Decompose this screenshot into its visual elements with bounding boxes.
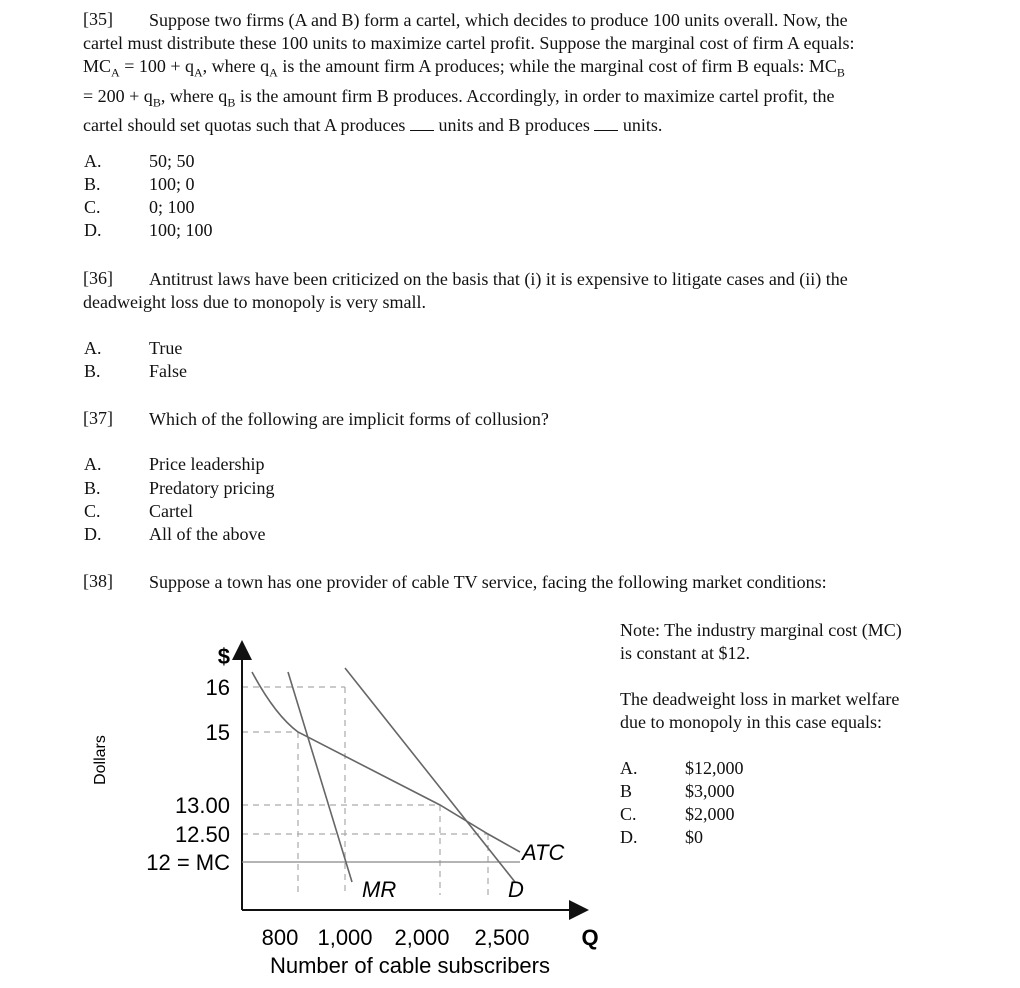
blank-a <box>410 116 434 131</box>
x-tick-1000: 1,000 <box>317 925 373 950</box>
mr-label: MR <box>362 877 397 902</box>
q36-line1: Antitrust laws have been criticized on the basis that (i) it is expensive to litigate cases and (ii) the <box>149 269 848 289</box>
y-tick-mc: 12 = MC <box>146 850 230 875</box>
q38-option-b-text[interactable]: $3,000 <box>685 781 735 801</box>
q35-line4: = $200 + q_B$, where $q_B$ is the amount firm B produces. Accordingly, in order to maximize cartel profit, the <box>83 85 835 110</box>
q37-option-a-letter: A. <box>84 454 102 474</box>
q35-option-a-text[interactable]: 50; 50 <box>149 151 195 171</box>
q38-dwl-question <box>620 688 940 734</box>
q38-dwl-line1: The deadweight loss in market welfare <box>620 689 900 709</box>
y-tick-13: 13.00 <box>174 793 230 818</box>
demand-line <box>345 668 515 882</box>
q35-option-c-text[interactable]: 0; 100 <box>149 197 195 217</box>
q35-option-d-text[interactable]: 100; 100 <box>149 220 213 240</box>
q38-option-a-text[interactable]: $12,000 <box>685 758 744 778</box>
x-tick-2000: 2,000 <box>394 925 450 950</box>
cable-tv-chart <box>80 620 620 985</box>
q36-option-a-text[interactable]: True <box>149 338 183 358</box>
q35-text <box>83 9 943 137</box>
q38-note-line2: is constant at $12. <box>620 643 750 663</box>
guide-lines <box>242 687 488 895</box>
q35-number: [35] <box>83 9 113 29</box>
atc-curve <box>252 672 520 852</box>
q37-text: Which of the following are implicit forms of collusion? <box>149 409 549 429</box>
x-tick-800: 800 <box>261 925 299 950</box>
q37-option-a-text[interactable]: Price leadership <box>149 454 265 474</box>
d-label: D <box>508 877 524 902</box>
q36-option-a-letter: A. <box>84 338 102 358</box>
q36-option-b-text[interactable]: False <box>149 361 187 381</box>
q38-option-c-text[interactable]: $2,000 <box>685 804 735 824</box>
q37-option-c-letter: C. <box>84 501 101 521</box>
q38-option-d-letter: D. <box>620 827 638 847</box>
q38-option-b-letter: B <box>620 781 633 801</box>
x-axis-title: Number of cable subscribers <box>269 953 551 978</box>
q35-line2: cartel must distribute these 100 units to maximize cartel profit. Suppose the marginal cost of firm A equals: <box>83 33 855 53</box>
q38-option-a-letter: A. <box>620 758 638 778</box>
q38-note-line1: Note: The industry marginal cost (MC) <box>620 620 902 640</box>
q35-line1: Suppose two firms (A and B) form a cartel, which decides to produce 100 units overall. Now, the <box>149 10 848 30</box>
x-tick-2500: 2,500 <box>474 925 530 950</box>
q38-note <box>620 619 940 665</box>
x-symbol: Q <box>581 925 599 950</box>
y-tick-1250: 12.50 <box>174 822 230 847</box>
q35-line3: $MC_A = 100 + q_A$, where $q_A$ is the amount firm A produces; while the marginal cost of firm B equals: $MC_B$ <box>83 56 845 80</box>
q36-line2: deadweight loss due to monopoly is very small. <box>83 292 426 312</box>
q36-text <box>83 268 943 314</box>
y-tick-15: 15 <box>205 720 230 745</box>
q37-option-b-text[interactable]: Predatory pricing <box>149 478 275 498</box>
q35-option-d-letter: D. <box>84 220 102 240</box>
y-tick-16: 16 <box>205 675 230 700</box>
blank-b <box>594 116 618 131</box>
q37-number: [37] <box>83 408 113 428</box>
q38-option-c-letter: C. <box>620 804 637 824</box>
y-axis-title: Dollars <box>92 735 109 785</box>
q38-option-d-text[interactable]: $0 <box>685 827 703 847</box>
q36-option-b-letter: B. <box>84 361 101 381</box>
q35-line5: cartel should set quotas such that A produces units and B produces units. <box>83 115 663 136</box>
q35-option-a-letter: A. <box>84 151 102 171</box>
q37-option-d-letter: D. <box>84 524 102 544</box>
q35-option-c-letter: C. <box>84 197 101 217</box>
q38-dwl-line2: due to monopoly in this case equals: <box>620 712 882 732</box>
q37-option-b-letter: B. <box>84 478 101 498</box>
atc-label: ATC <box>522 840 565 865</box>
q37-option-d-text[interactable]: All of the above <box>149 524 266 544</box>
q35-option-b-text[interactable]: 100; 0 <box>149 174 195 194</box>
q38-number: [38] <box>83 571 113 591</box>
q35-option-b-letter: B. <box>84 174 101 194</box>
q37-option-c-text[interactable]: Cartel <box>149 501 193 521</box>
q36-number: [36] <box>83 268 113 288</box>
q38-text: Suppose a town has one provider of cable TV service, facing the following market conditions: <box>149 572 827 592</box>
y-symbol: $ <box>217 644 230 669</box>
